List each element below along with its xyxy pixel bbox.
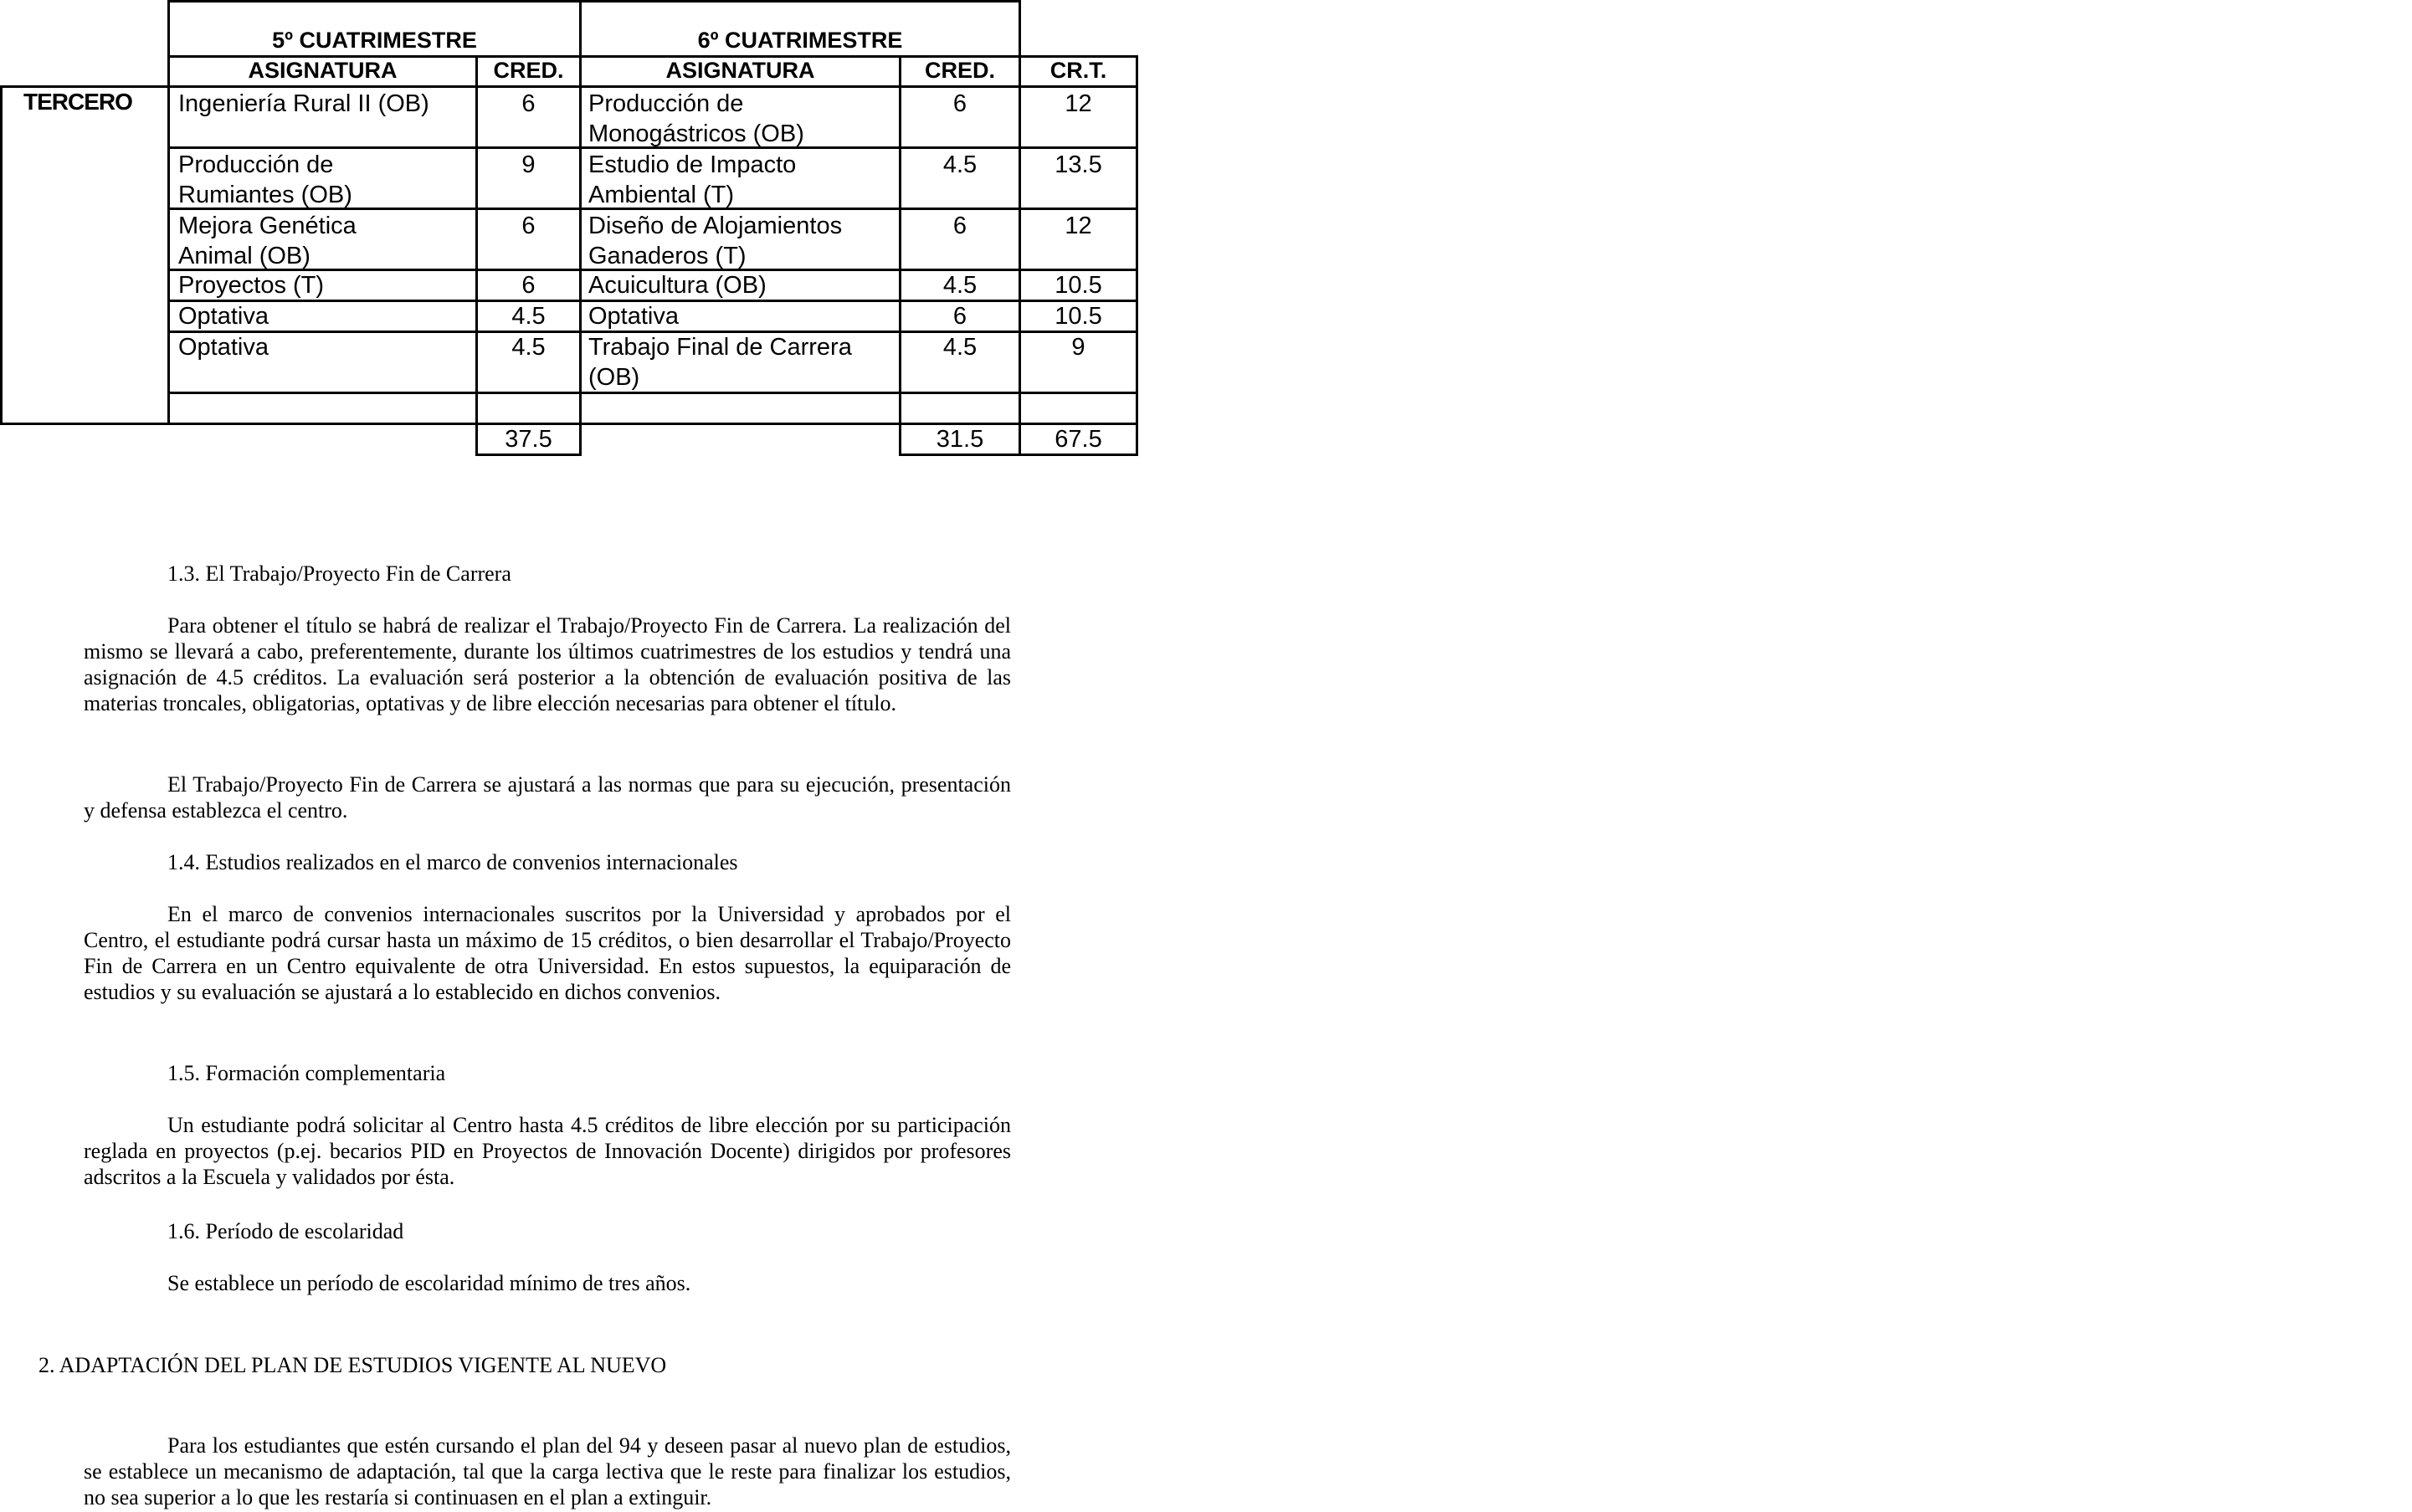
section-1-6-title: 1.6. Período de escolaridad	[167, 1219, 404, 1243]
credit-cell: 6	[952, 213, 967, 239]
subject-cell: Mejora Genética Animal (OB)	[178, 213, 357, 269]
table-border-top	[167, 0, 1021, 3]
section-1-3-title: 1.3. El Trabajo/Proyecto Fin de Carrera	[167, 561, 511, 586]
credit-cell: 6	[952, 303, 967, 330]
curriculum-table	[0, 0, 1138, 456]
total-cred-5: 37.5	[505, 426, 552, 453]
total-credit-cell: 13.5	[1055, 151, 1102, 178]
subject-cell: Diseño de Alojamientos Ganaderos (T)	[588, 213, 843, 269]
credit-cell: 4.5	[511, 334, 546, 361]
year-label: TERCERO	[23, 89, 132, 115]
total-credit-cell: 10.5	[1055, 272, 1102, 299]
section-1-4-title: 1.4. Estudios realizados en el marco de convenios internacionales	[167, 850, 738, 874]
paragraph-text: Un estudiante podrá solicitar al Centro hasta 4.5 créditos de libre elección por su participación reglada en proyectos (p.ej. becarios PID en Proyectos de Innovación Docente) dirigidos por profesores adscritos a la Escuela y validados por ésta.	[84, 1113, 1011, 1189]
credit-cell: 6	[952, 90, 967, 117]
section-1-5-title: 1.5. Formación complementaria	[167, 1061, 446, 1085]
subject-cell: Producción de Monogástricos (OB)	[588, 90, 804, 147]
subject-cell: Ingeniería Rural II (OB)	[178, 90, 429, 117]
subject-cell: Acuicultura (OB)	[588, 272, 767, 299]
credit-cell: 9	[521, 151, 536, 178]
subject-cell: Trabajo Final de Carrera (OB)	[588, 334, 852, 391]
section-1-4-paragraph	[84, 901, 1011, 1005]
section-2-paragraph	[84, 1433, 1011, 1510]
header-cred-6: CRED.	[924, 58, 995, 83]
section-1-3-paragraph-2	[84, 771, 1011, 823]
paragraph-text: Para obtener el título se habrá de realizar el Trabajo/Proyecto Fin de Carrera. La realización del mismo se llevará a cabo, preferentemente, durante los últimos cuatrimestres de los estudios y tendrá una asignación de 4.5 créditos. La evaluación será posterior a la obtención de evaluación positiva de las materias troncales, obligatorias, optativas y de libre elección necesarias para obtener el título.	[84, 613, 1011, 715]
credit-cell: 6	[521, 213, 536, 239]
section-2-title: 2. ADAPTACIÓN DEL PLAN DE ESTUDIOS VIGENTE AL NUEVO	[38, 1353, 667, 1377]
header-crt: CR.T.	[1049, 58, 1107, 83]
section-1-6-paragraph: Se establece un período de escolaridad mínimo de tres años.	[167, 1271, 691, 1295]
total-credit-cell: 10.5	[1055, 303, 1102, 330]
header-subject-5: ASIGNATURA	[248, 58, 398, 83]
subject-cell: Proyectos (T)	[178, 272, 325, 299]
header-subject-6: ASIGNATURA	[665, 58, 815, 83]
total-credit-cell: 9	[1071, 334, 1085, 361]
header-sem6: 6º CUATRIMESTRE	[697, 28, 903, 53]
subject-cell: Optativa	[588, 303, 679, 330]
total-cred-6: 31.5	[936, 426, 984, 453]
credit-cell: 4.5	[942, 272, 978, 299]
subject-cell: Estudio de Impacto Ambiental (T)	[588, 151, 797, 208]
credit-cell: 4.5	[511, 303, 546, 330]
header-cred-5: CRED.	[493, 58, 564, 83]
credit-cell: 6	[521, 90, 536, 117]
paragraph-text: El Trabajo/Proyecto Fin de Carrera se ajustará a las normas que para su ejecución, presentación y defensa establezca el centro.	[84, 772, 1011, 823]
table-border-left	[0, 85, 3, 425]
credit-cell: 6	[521, 272, 536, 299]
total-crt: 67.5	[1055, 426, 1102, 453]
credit-cell: 4.5	[942, 151, 978, 178]
subject-cell: Optativa	[178, 303, 269, 330]
subject-cell: Optativa	[178, 334, 269, 361]
table-row-line	[0, 85, 1138, 88]
paragraph-text: Para los estudiantes que estén cursando el plan del 94 y deseen pasar al nuevo plan de estudios, se establece un mecanismo de adaptación, tal que la carga lectiva que le reste para finalizar los estudios, no sea superior a lo que les restaría si continuasen en el plan a extinguir.	[84, 1433, 1011, 1509]
section-1-3-paragraph-1	[84, 612, 1011, 716]
total-credit-cell: 12	[1065, 90, 1092, 117]
paragraph-text: En el marco de convenios internacionales suscritos por la Universidad y aprobados por el Centro, el estudiante podrá cursar hasta un máximo de 15 créditos, o bien desarrollar el Trabajo/Proyecto Fin de Carrera en un Centro equivalente de otra Universidad. En estos supuestos, la equiparación de estudios y su evaluación se ajustará a lo establecido en dichos convenios.	[84, 902, 1011, 1004]
subject-cell: Producción de Rumiantes (OB)	[178, 151, 352, 208]
credit-cell: 4.5	[942, 334, 978, 361]
total-credit-cell: 12	[1065, 213, 1092, 239]
header-sem5: 5º CUATRIMESTRE	[272, 28, 477, 53]
table-border-right	[1136, 55, 1138, 456]
section-1-5-paragraph	[84, 1112, 1011, 1190]
